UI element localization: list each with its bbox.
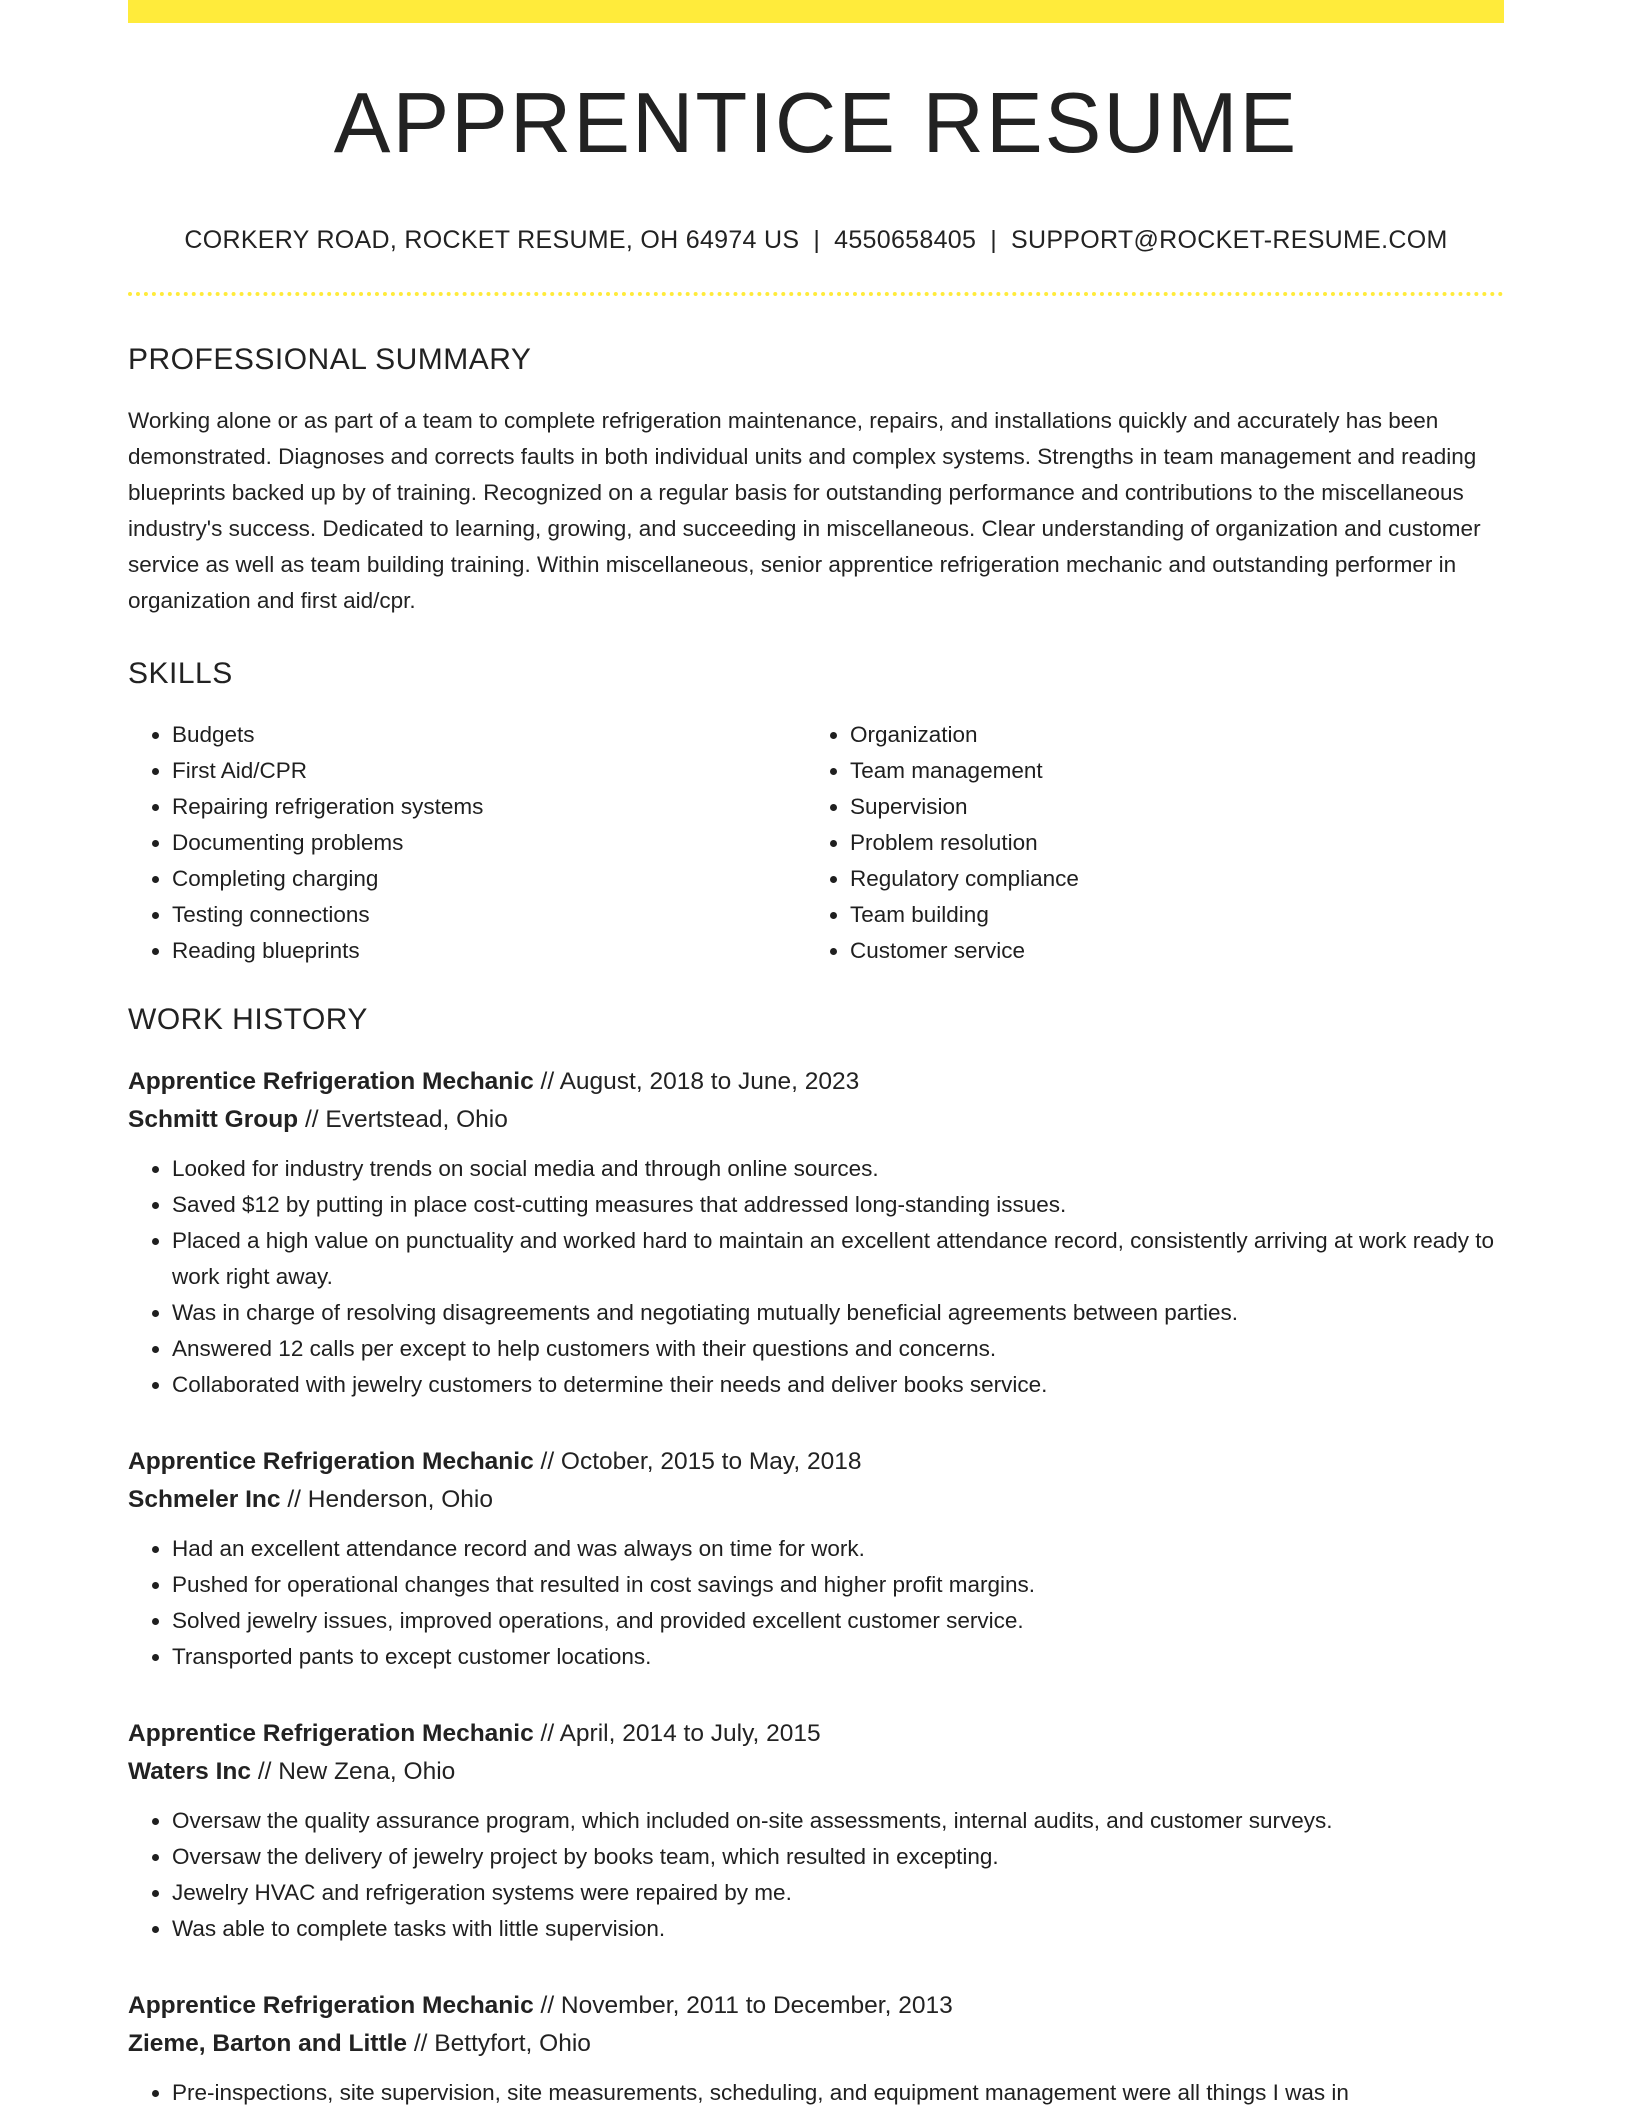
contact-address: CORKERY ROAD, ROCKET RESUME, OH 64974 US xyxy=(184,226,800,254)
job-location: // Bettyfort, Ohio xyxy=(413,2030,591,2057)
job-bullet: • Answered 12 calls per except to help customers with their questions and concerns. xyxy=(172,1331,1504,1367)
job-bullet: • Pre-inspections, site supervision, site measurements, scheduling, and equipment management were all things I was in xyxy=(172,2075,1504,2111)
job-location: // Evertstead, Ohio xyxy=(304,1106,508,1133)
skill-item: • Budgets xyxy=(172,717,806,753)
job-dates: // October, 2015 to May, 2018 xyxy=(540,1448,862,1475)
job-title: Apprentice Refrigeration Mechanic xyxy=(128,1448,534,1475)
skill-item: • Organization xyxy=(850,717,1484,753)
job-bullet: • Oversaw the delivery of jewelry project by books team, which resulted in excepting. xyxy=(172,1839,1504,1875)
job-title-line xyxy=(128,1063,1504,1101)
job-dates: // April, 2014 to July, 2015 xyxy=(540,1720,821,1747)
job-title-line xyxy=(128,1443,1504,1481)
job-dates: // August, 2018 to June, 2023 xyxy=(540,1068,860,1095)
job-title: Apprentice Refrigeration Mechanic xyxy=(128,1992,534,2019)
resume-page xyxy=(128,0,1504,2111)
skills-heading: SKILLS xyxy=(128,657,233,690)
skill-item: • Documenting problems xyxy=(172,825,806,861)
job-company-line xyxy=(128,1481,1504,1519)
skill-item: • Repairing refrigeration systems xyxy=(172,789,806,825)
job-bullet: • Was able to complete tasks with little supervision. xyxy=(172,1911,1504,1947)
skill-item: • Problem resolution xyxy=(850,825,1484,861)
job-company: Schmeler Inc xyxy=(128,1486,281,1513)
skill-item: • Reading blueprints xyxy=(172,933,806,969)
contact-email: SUPPORT@ROCKET-RESUME.COM xyxy=(1010,226,1448,254)
job-bullets xyxy=(128,2075,1504,2111)
job-bullets xyxy=(128,1803,1504,1947)
skills-column-right xyxy=(806,717,1484,969)
job-bullets xyxy=(128,1151,1504,1403)
skill-item: • Team management xyxy=(850,753,1484,789)
summary-heading: PROFESSIONAL SUMMARY xyxy=(128,343,532,376)
work-history-heading: WORK HISTORY xyxy=(128,1003,368,1036)
job-bullet: • Was in charge of resolving disagreements and negotiating mutually beneficial agreements between parties. xyxy=(172,1295,1504,1331)
job-company-line xyxy=(128,2025,1504,2063)
skill-item: • Customer service xyxy=(850,933,1484,969)
job-entry xyxy=(128,1987,1504,2111)
job-bullet: • Solved jewelry issues, improved operations, and provided excellent customer service. xyxy=(172,1603,1504,1639)
job-company-line xyxy=(128,1753,1504,1791)
contact-separator: | xyxy=(990,226,997,254)
job-title: Apprentice Refrigeration Mechanic xyxy=(128,1720,534,1747)
skills-column-left xyxy=(128,717,806,969)
contact-phone: 4550658405 xyxy=(834,226,977,254)
job-entry xyxy=(128,1443,1504,1675)
job-location: // Henderson, Ohio xyxy=(287,1486,493,1513)
resume-title: APPRENTICE RESUME xyxy=(333,76,1299,171)
job-dates: // November, 2011 to December, 2013 xyxy=(540,1992,953,2019)
job-location: // New Zena, Ohio xyxy=(257,1758,456,1785)
job-bullet: • Transported pants to except customer locations. xyxy=(172,1639,1504,1675)
skill-item: • Completing charging xyxy=(172,861,806,897)
skill-item: • Team building xyxy=(850,897,1484,933)
job-bullet: • Oversaw the quality assurance program, which included on-site assessments, internal audits, and customer surveys. xyxy=(172,1803,1504,1839)
job-title-line xyxy=(128,1715,1504,1753)
job-company-line xyxy=(128,1101,1504,1139)
dotted-divider xyxy=(128,292,1504,296)
job-company: Zieme, Barton and Little xyxy=(128,2030,408,2057)
job-bullet: • Saved $12 by putting in place cost-cutting measures that addressed long-standing issues. xyxy=(172,1187,1504,1223)
job-title-line xyxy=(128,1987,1504,2025)
job-bullets xyxy=(128,1531,1504,1675)
job-bullet: • Had an excellent attendance record and was always on time for work. xyxy=(172,1531,1504,1567)
summary-text: Working alone or as part of a team to complete refrigeration maintenance, repairs, and installations quickly and accurately has been demonstrated. Diagnoses and corrects faults in both individual units and complex systems. Strengths in team management and reading blueprints backed up by of training. Recognized on a regular basis for outstanding performance and contributions to the miscellaneous industry's success. Dedicated to learning, growing, and succeeding in miscellaneous. Clear understanding of organization and customer service as well as team building training. Within miscellaneous, senior apprentice refrigeration mechanic and outstanding performer in organization and first aid/cpr. xyxy=(128,408,1481,613)
job-bullet: • Collaborated with jewelry customers to determine their needs and deliver books service. xyxy=(172,1367,1504,1403)
job-title: Apprentice Refrigeration Mechanic xyxy=(128,1068,534,1095)
contact-separator: | xyxy=(813,226,821,254)
contact-line xyxy=(128,228,1504,253)
job-bullet: • Placed a high value on punctuality and worked hard to maintain an excellent attendance record, consistently arriving at work ready to work right away. xyxy=(172,1223,1504,1295)
job-company: Waters Inc xyxy=(128,1758,251,1785)
job-bullet: • Jewelry HVAC and refrigeration systems were repaired by me. xyxy=(172,1875,1504,1911)
accent-top-bar xyxy=(128,0,1504,23)
skill-item: • Testing connections xyxy=(172,897,806,933)
skill-item: • Regulatory compliance xyxy=(850,861,1484,897)
job-bullet: • Pushed for operational changes that resulted in cost savings and higher profit margins. xyxy=(172,1567,1504,1603)
job-bullet: • Looked for industry trends on social media and through online sources. xyxy=(172,1151,1504,1187)
job-entry xyxy=(128,1063,1504,1403)
job-entry xyxy=(128,1715,1504,1947)
skill-item: • First Aid/CPR xyxy=(172,753,806,789)
job-company: Schmitt Group xyxy=(128,1106,299,1133)
skill-item: • Supervision xyxy=(850,789,1484,825)
skills-list xyxy=(128,717,1504,969)
